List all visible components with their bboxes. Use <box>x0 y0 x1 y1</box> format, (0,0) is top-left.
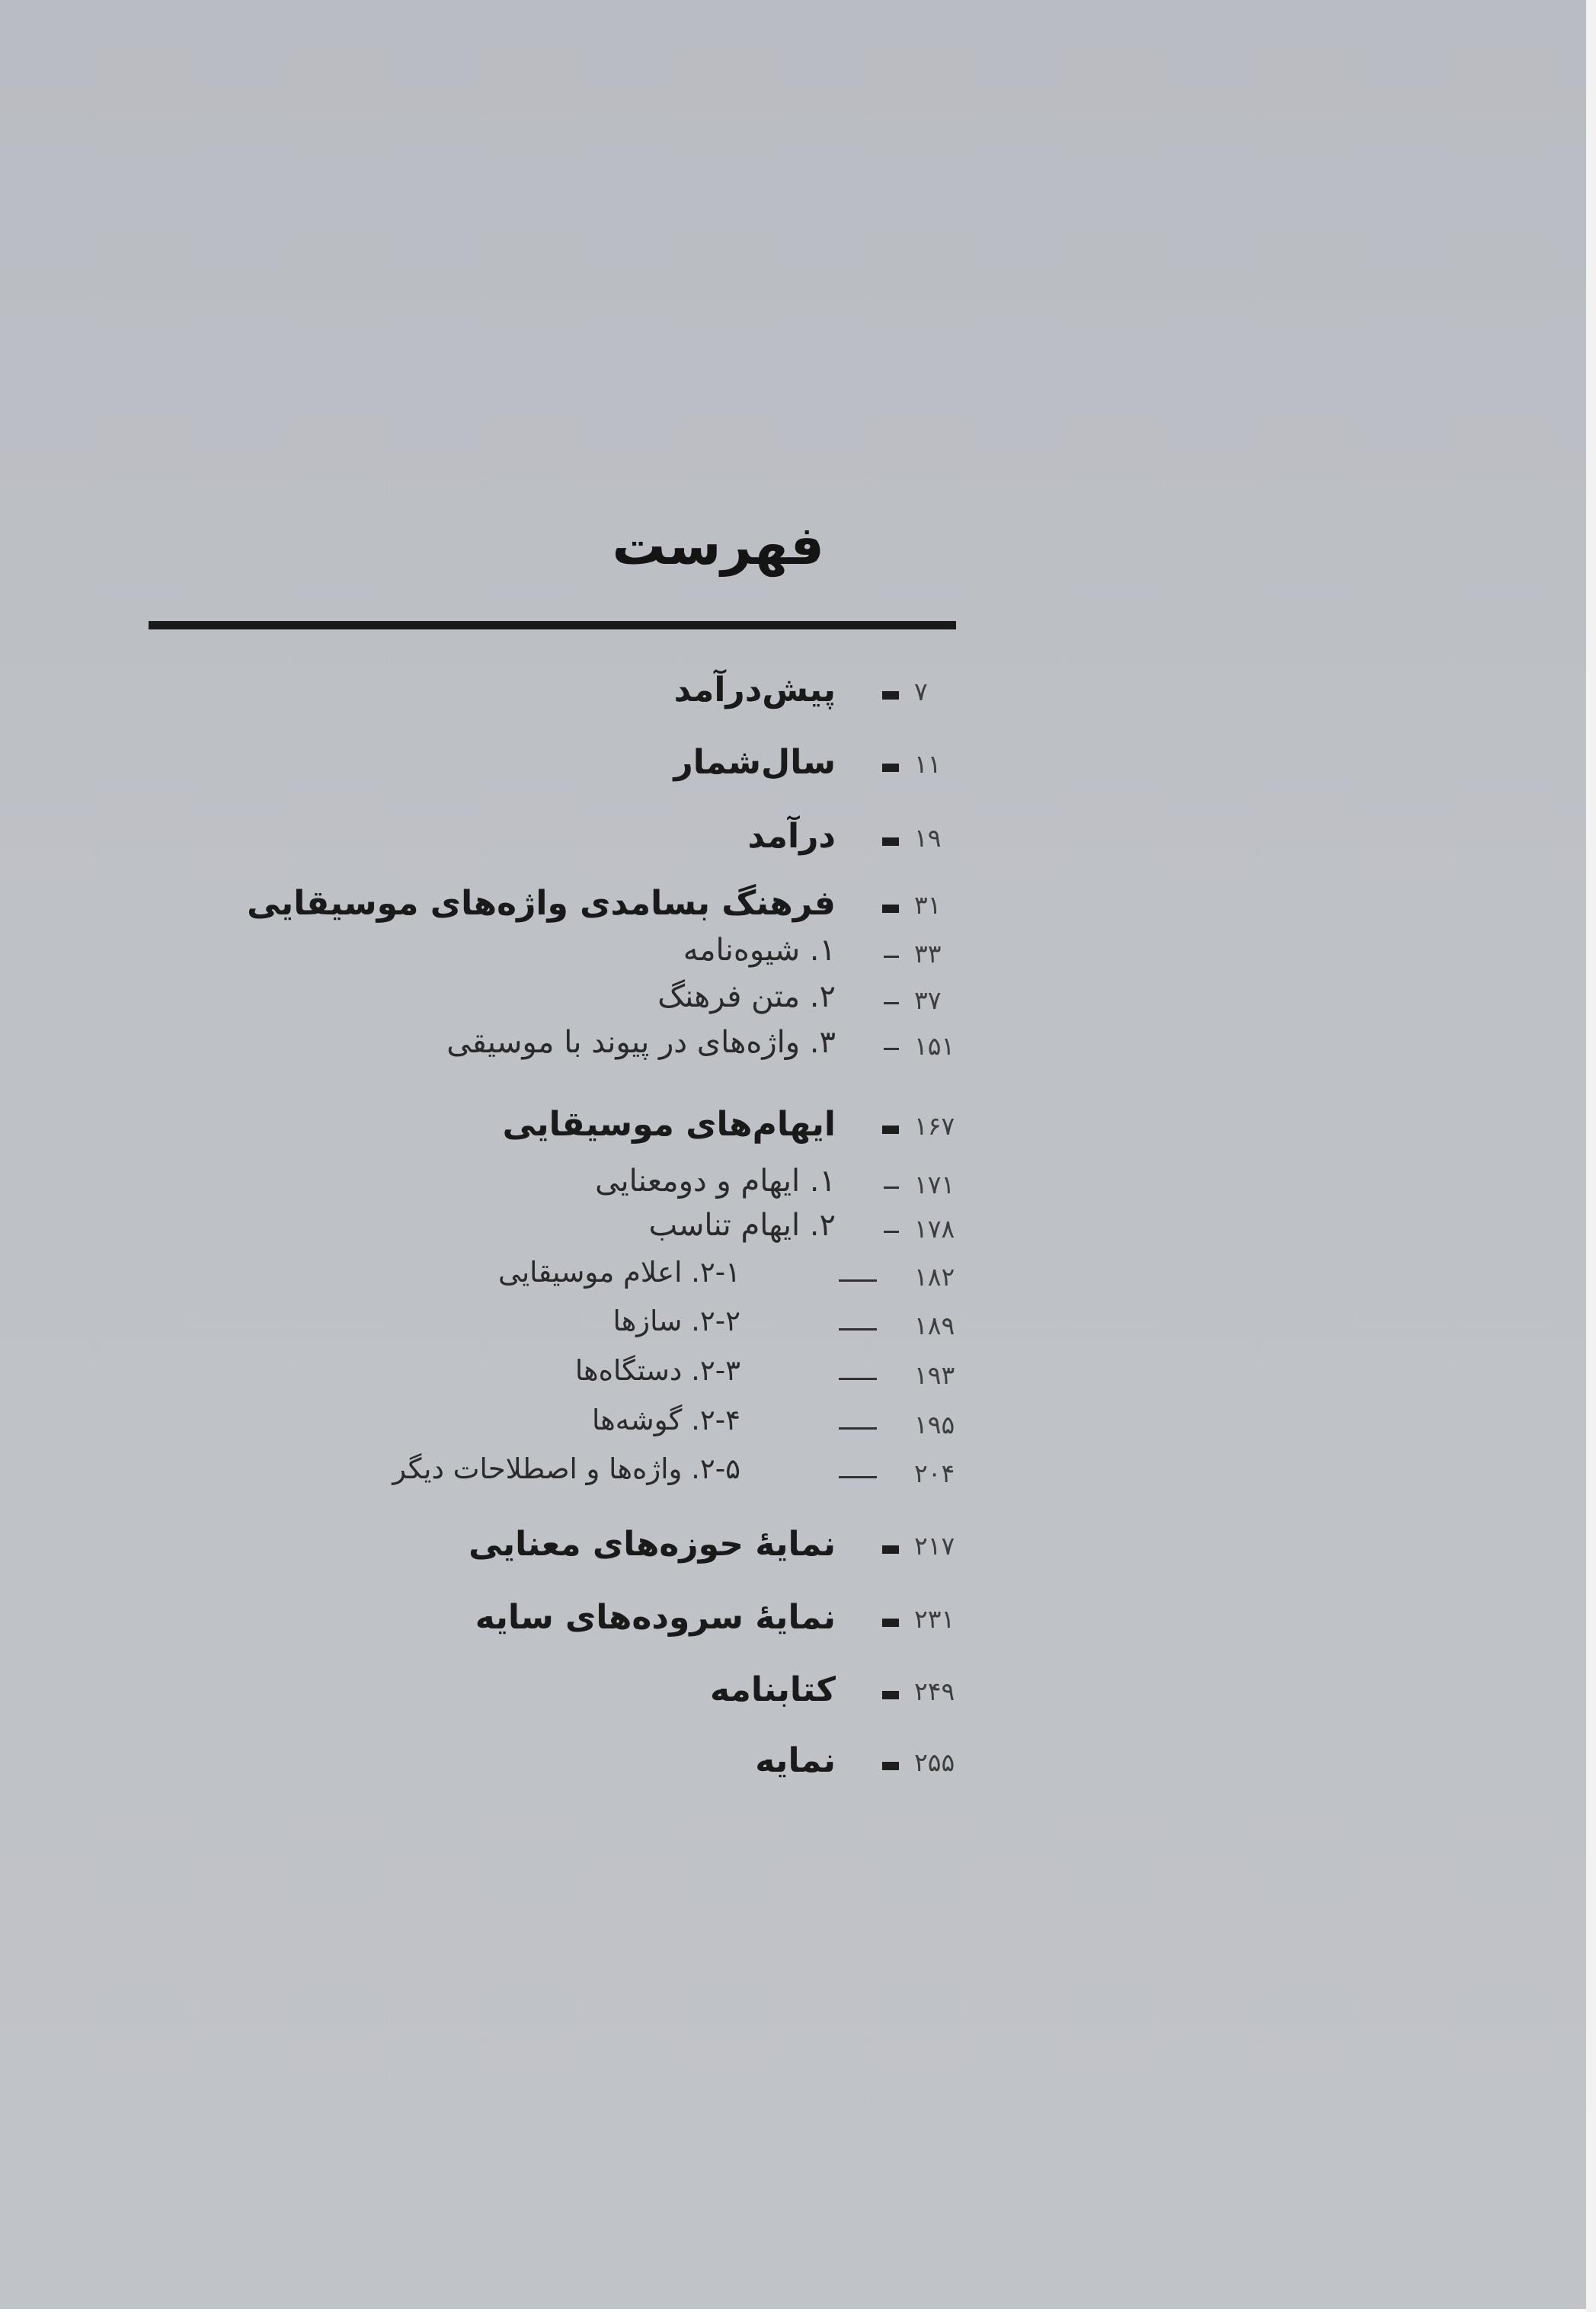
toc-entry <box>0 1404 1586 1449</box>
toc-leader-dash <box>839 1378 877 1380</box>
toc-page-number: ۳۱ <box>914 890 942 920</box>
toc-bullet <box>882 1691 899 1699</box>
toc-entry-title: نمایهٔ حوزه‌های معنایی <box>469 1525 836 1564</box>
toc-page-number: ۱۷۸ <box>914 1214 955 1244</box>
toc-page-number: ۱۹ <box>914 823 942 853</box>
toc-entry <box>0 1208 1586 1254</box>
toc-entry <box>0 1354 1586 1400</box>
toc-entry <box>0 743 1586 789</box>
toc-page-number: ۲۵۵ <box>914 1747 955 1777</box>
toc-entry <box>0 1525 1586 1571</box>
toc-bullet <box>882 1619 899 1627</box>
title-rule <box>149 621 956 629</box>
toc-page-number: ۷ <box>914 677 928 706</box>
toc-dash <box>884 1048 899 1050</box>
toc-entry-title: پیش‌درآمد <box>673 671 836 709</box>
toc-entry <box>0 1598 1586 1644</box>
toc-entry <box>0 884 1586 930</box>
toc-dash <box>884 1186 899 1189</box>
toc-entry-title: ۲-۲. سازها <box>612 1305 740 1337</box>
toc-entry-title: نمایهٔ سروده‌های سایه <box>475 1598 836 1637</box>
toc-entry-title: کتابنامه <box>710 1670 836 1709</box>
page-title: فهرست <box>612 514 824 577</box>
page-edge <box>1586 0 1596 2312</box>
toc-bullet <box>882 691 899 700</box>
toc-entry-title: ۲. متن فرهنگ <box>657 979 836 1014</box>
toc-entry <box>0 1741 1586 1787</box>
toc-page-number: ۱۸۹ <box>914 1311 955 1340</box>
toc-bullet <box>882 837 899 846</box>
toc-bullet <box>882 905 899 913</box>
toc-entry-title: ۳. واژه‌های در پیوند با موسیقی <box>446 1025 836 1060</box>
toc-page-number: ۱۹۵ <box>914 1410 955 1439</box>
toc-entry-title: ۲-۱. اعلام موسیقایی <box>498 1256 740 1289</box>
toc-dash <box>884 1002 899 1004</box>
toc-entry-title: نمایه <box>755 1741 836 1780</box>
toc-page-number: ۲۰۴ <box>914 1459 955 1488</box>
toc-entry-title: ۱. ایهام و دومعنایی <box>595 1164 836 1199</box>
toc-entry <box>0 1305 1586 1350</box>
toc-entry-title: ۲-۴. گوشه‌ها <box>592 1404 740 1436</box>
toc-leader-dash <box>839 1476 877 1478</box>
toc-bullet <box>882 1545 899 1554</box>
toc-leader-dash <box>839 1328 877 1331</box>
toc-entry <box>0 1452 1586 1498</box>
toc-entry <box>0 671 1586 716</box>
toc-entry-title: سال‌شمار <box>673 743 836 782</box>
toc-entry-title: ۲-۵. واژه‌ها و اصطلاحات دیگر <box>392 1452 740 1485</box>
toc-entry-title: فرهنگ بسامدی واژه‌های موسیقایی <box>247 884 836 923</box>
toc-entry <box>0 1670 1586 1716</box>
toc-entry <box>0 1256 1586 1302</box>
toc-page-number: ۱۹۳ <box>914 1360 955 1390</box>
toc-entry-title: ۲-۳. دستگاه‌ها <box>574 1354 740 1387</box>
toc-entry-title: ۲. ایهام تناسب <box>648 1208 836 1243</box>
toc-dash <box>884 1231 899 1233</box>
toc-entry <box>0 1105 1586 1151</box>
toc-entry <box>0 1164 1586 1209</box>
toc-page-number: ۲۴۹ <box>914 1676 955 1706</box>
toc-entry <box>0 1025 1586 1071</box>
toc-bullet <box>882 1126 899 1134</box>
toc-dash <box>884 956 899 958</box>
toc-entry-title: ایهام‌های موسیقایی <box>502 1105 836 1144</box>
toc-entry-title: درآمد <box>747 817 836 856</box>
toc-leader-dash <box>839 1427 877 1430</box>
toc-bullet <box>882 764 899 772</box>
toc-bullet <box>882 1762 899 1770</box>
toc-entry-title: ۱. شیوه‌نامه <box>683 933 836 968</box>
toc-leader-dash <box>839 1279 877 1282</box>
toc-page-number: ۱۷۱ <box>914 1170 955 1199</box>
toc-page-number: ۱۶۷ <box>914 1111 955 1141</box>
toc-page-number: ۳۳ <box>914 939 942 969</box>
toc-entry <box>0 817 1586 863</box>
toc-page-number: ۳۷ <box>914 985 942 1015</box>
toc-page-number: ۱۱ <box>914 749 942 779</box>
toc-page-number: ۲۱۷ <box>914 1531 955 1561</box>
toc-page-number: ۱۸۲ <box>914 1262 955 1292</box>
toc-page-number: ۲۳۱ <box>914 1604 955 1634</box>
toc-entry <box>0 979 1586 1025</box>
toc-entry <box>0 933 1586 978</box>
toc-page-number: ۱۵۱ <box>914 1031 955 1061</box>
